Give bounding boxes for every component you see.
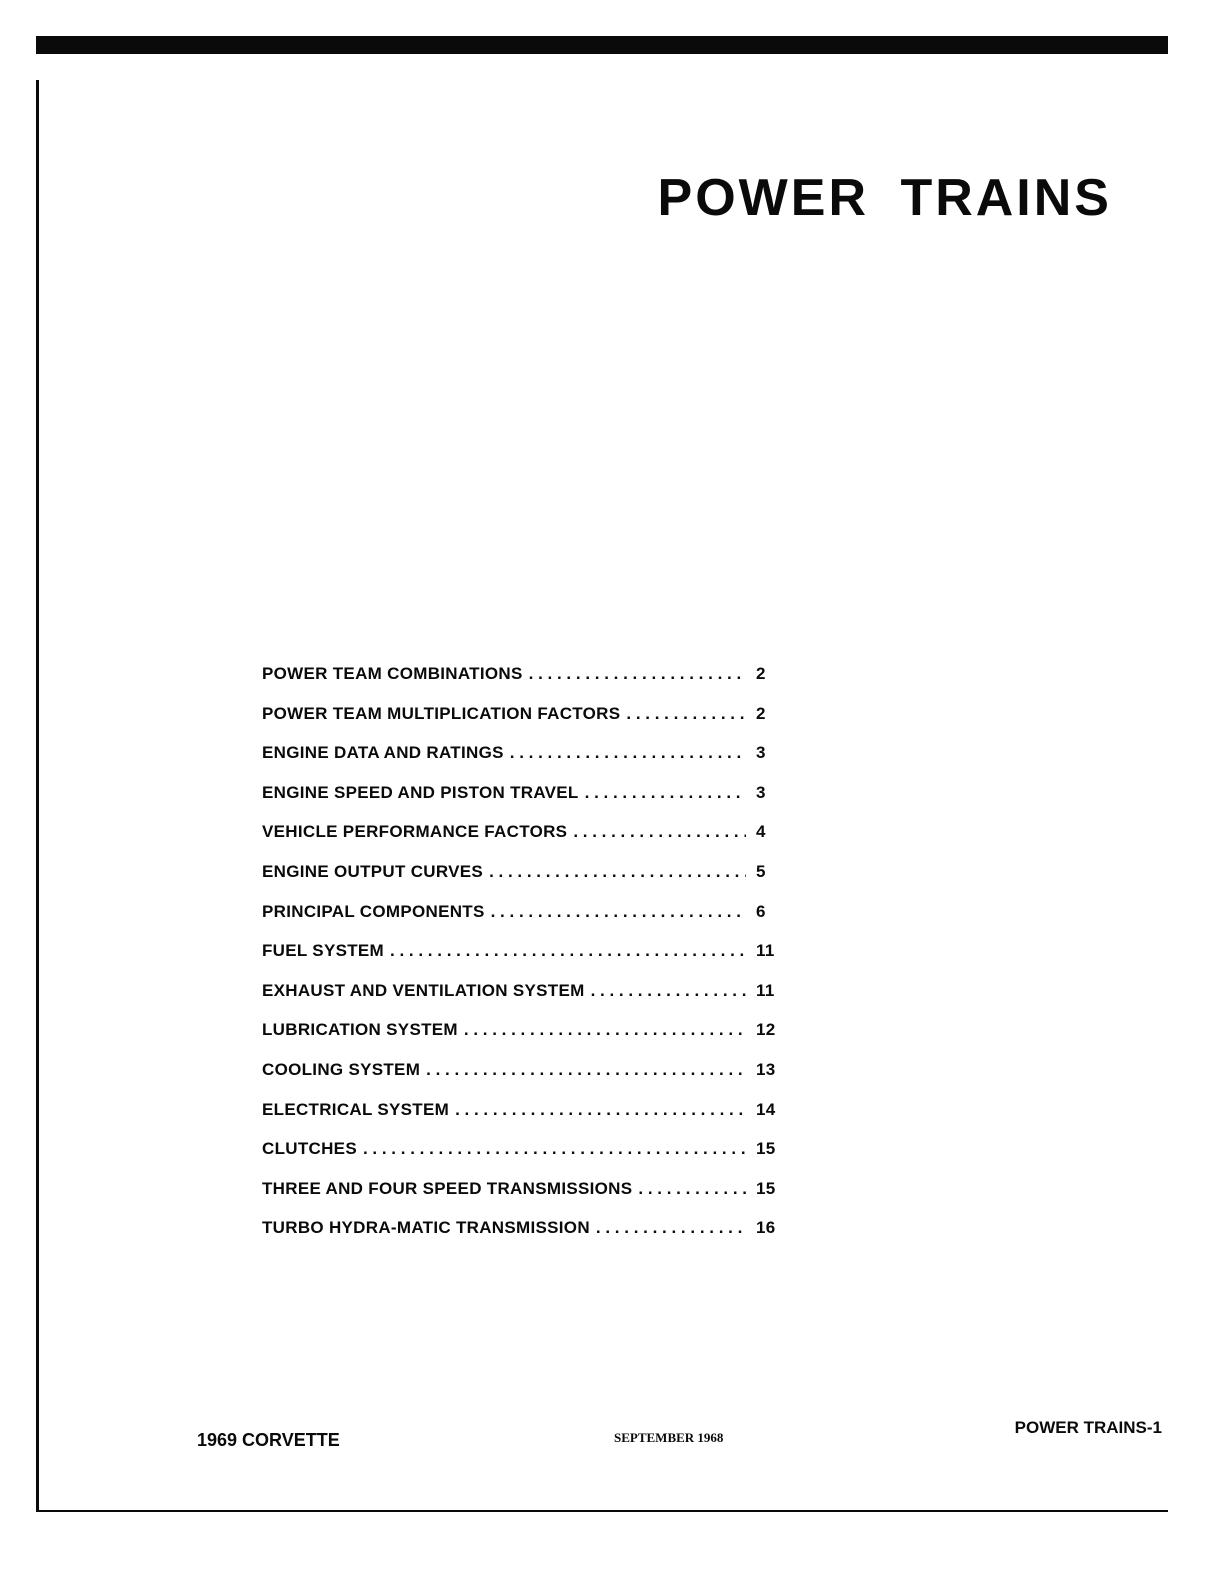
toc-dot-leader	[464, 1020, 746, 1040]
footer-date: SEPTEMBER 1968	[614, 1430, 724, 1445]
toc-entry-page: 4	[756, 822, 766, 842]
toc-entry-page: 6	[756, 901, 766, 921]
toc-entry-title: THREE AND FOUR SPEED TRANSMISSIONS	[262, 1178, 633, 1198]
toc-entry[interactable]	[262, 902, 792, 942]
toc-entry-title: COOLING SYSTEM	[262, 1059, 421, 1079]
toc-entry-page: 16	[756, 1218, 776, 1238]
toc-entry-title: LUBRICATION SYSTEM	[262, 1020, 458, 1040]
toc-dot-leader	[626, 704, 746, 724]
toc-entry-title: ENGINE OUTPUT CURVES	[262, 861, 484, 881]
bottom-border-rule	[36, 1510, 1168, 1512]
toc-entry-title: ELECTRICAL SYSTEM	[262, 1099, 450, 1119]
toc-entry[interactable]	[262, 862, 792, 902]
left-margin-rule	[36, 80, 39, 1512]
toc-entry-page: 3	[756, 782, 766, 802]
toc-entry-page: 11	[756, 980, 775, 1000]
toc-entry-page: 2	[756, 664, 766, 683]
toc-entry[interactable]	[262, 1218, 792, 1258]
toc-entry[interactable]	[262, 1179, 792, 1219]
toc-entry-page: 3	[756, 743, 766, 763]
toc-dot-leader	[585, 783, 746, 803]
toc-entry-page: 15	[756, 1178, 776, 1198]
toc-entry[interactable]	[262, 981, 792, 1021]
toc-entry-title: TURBO HYDRA-MATIC TRANSMISSION	[262, 1218, 590, 1238]
toc-entry-page: 15	[756, 1139, 776, 1159]
toc-dot-leader	[455, 1100, 746, 1120]
top-border-bar	[36, 36, 1168, 54]
toc-entry-page: 11	[756, 941, 775, 961]
toc-entry[interactable]	[262, 941, 792, 981]
toc-entry-page: 13	[756, 1059, 776, 1079]
toc-dot-leader	[596, 1218, 746, 1238]
toc-entry[interactable]	[262, 1139, 792, 1179]
toc-entry-title: ENGINE DATA AND RATINGS	[262, 743, 504, 763]
toc-entry-title: POWER TEAM COMBINATIONS	[262, 664, 523, 683]
footer-model-label: 1969 CORVETTE	[197, 1430, 340, 1450]
footer-page-number: POWER TRAINS-1	[1014, 1418, 1162, 1437]
toc-entry-page: 14	[756, 1099, 776, 1119]
toc-dot-leader	[363, 1139, 746, 1159]
toc-entry-title: PRINCIPAL COMPONENTS	[262, 901, 485, 921]
toc-dot-leader	[638, 1179, 746, 1199]
toc-entry-page: 2	[756, 703, 766, 723]
page-title: POWER TRAINS	[657, 169, 1112, 227]
toc-entry-title: POWER TEAM MULTIPLICATION FACTORS	[262, 703, 621, 723]
toc-dot-leader	[573, 822, 746, 842]
toc-entry[interactable]	[262, 664, 792, 704]
toc-entry[interactable]	[262, 1020, 792, 1060]
toc-dot-leader	[510, 743, 746, 763]
toc-entry-title: FUEL SYSTEM	[262, 941, 385, 961]
toc-entry-title: EXHAUST AND VENTILATION SYSTEM	[262, 980, 585, 1000]
toc-entry-page: 12	[756, 1020, 776, 1040]
toc-entry[interactable]	[262, 743, 792, 783]
toc-entry[interactable]	[262, 1100, 792, 1140]
toc-entry[interactable]	[262, 783, 792, 823]
toc-entry-title: VEHICLE PERFORMANCE FACTORS	[262, 822, 568, 842]
toc-dot-leader	[529, 664, 746, 684]
toc-dot-leader	[426, 1060, 746, 1080]
table-of-contents	[262, 664, 792, 1258]
toc-entry[interactable]	[262, 1060, 792, 1100]
toc-dot-leader	[591, 981, 746, 1001]
toc-entry[interactable]	[262, 822, 792, 862]
toc-entry-title: ENGINE SPEED AND PISTON TRAVEL	[262, 782, 579, 802]
toc-entry[interactable]	[262, 704, 792, 744]
toc-dot-leader	[489, 862, 746, 882]
toc-entry-page: 5	[756, 861, 766, 881]
toc-dot-leader	[491, 902, 746, 922]
toc-entry-title: CLUTCHES	[262, 1139, 357, 1159]
toc-dot-leader	[390, 941, 746, 961]
